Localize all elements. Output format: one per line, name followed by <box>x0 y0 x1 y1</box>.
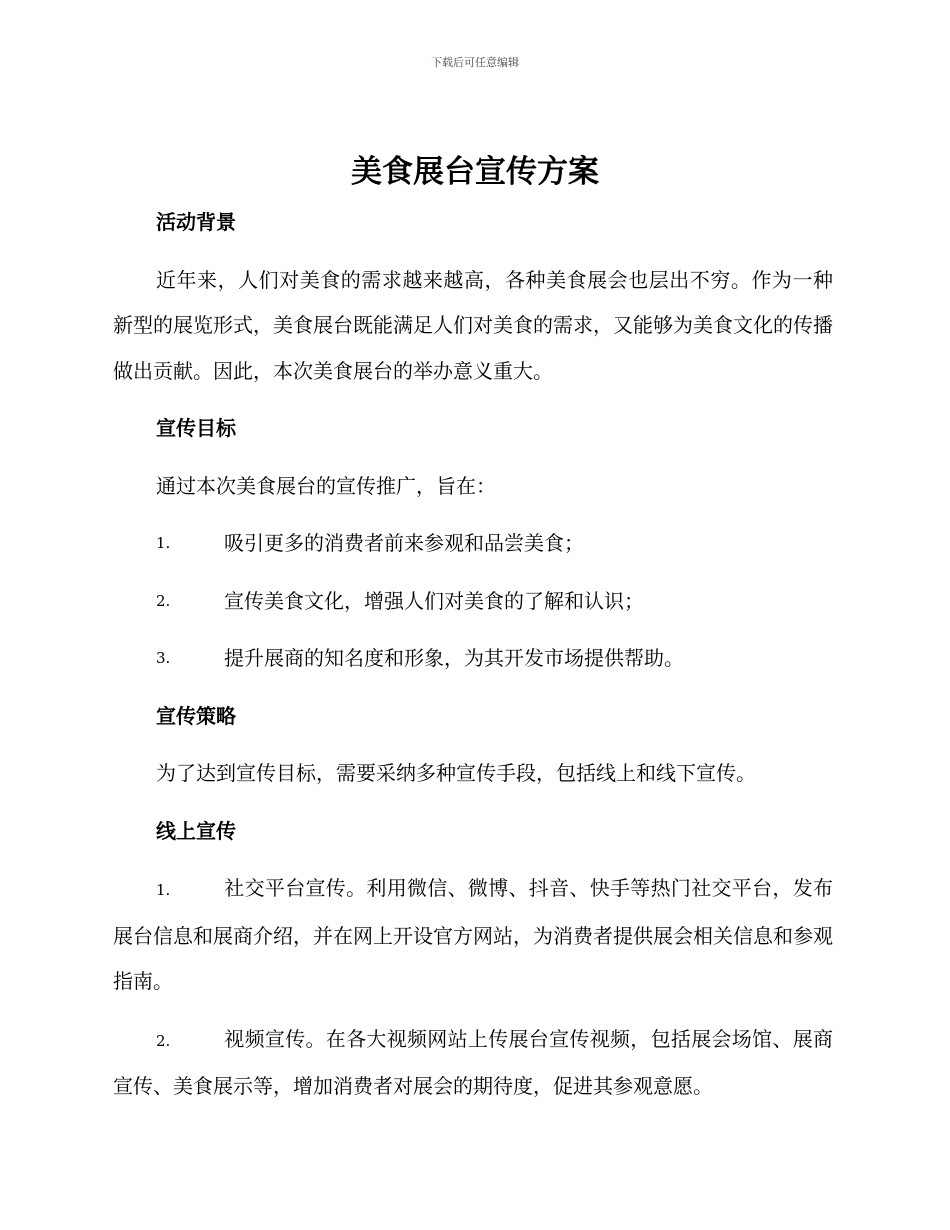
goal-item-text: 吸引更多的消费者前来参观和品尝美食； <box>224 531 584 555</box>
online-item-number: 1. <box>156 881 171 899</box>
document-title: 美食展台宣传方案 <box>351 154 599 190</box>
goal-item-number: 1. <box>156 534 171 552</box>
page-header-note: 下载后可任意编辑 <box>431 56 519 69</box>
goal-item-text: 宣传美食文化，增强人们对美食的了解和认识； <box>224 588 644 613</box>
goal-item <box>113 636 833 682</box>
online-item-text: 视频宣传。在各大视频网站上传展台宣传视频，包括展会场馆、展商宣传、美食展示等，增加消费者对展会的期待度，促进其参观意愿。 <box>113 1026 833 1098</box>
goals-intro: 通过本次美食展台的宣传推广，旨在： <box>156 473 496 498</box>
goal-item-number: 3. <box>156 649 171 667</box>
goal-item <box>113 579 833 625</box>
goal-item-number: 2. <box>156 591 171 610</box>
section-heading-background: 活动背景 <box>156 210 236 234</box>
document-body <box>113 200 833 1122</box>
online-item <box>113 866 833 1005</box>
strategy-paragraph: 为了达到宣传目标，需要采纳多种宣传手段，包括线上和线下宣传。 <box>156 761 756 785</box>
goal-item-text: 提升展商的知名度和形象，为其开发市场提供帮助。 <box>224 646 684 670</box>
online-item-number: 2. <box>156 1031 171 1050</box>
background-paragraph: 近年来，人们对美食的需求越来越高，各种美食展会也层出不穷。作为一种新型的展览形式，美食展台既能满足人们对美食的需求，又能够为美食文化的传播做出贡献。因此，本次美食展台的举办意义重大。 <box>113 267 833 383</box>
section-heading-strategy: 宣传策略 <box>156 703 236 728</box>
section-heading-online: 线上宣传 <box>156 818 236 843</box>
section-heading-goals: 宣传目标 <box>156 416 236 440</box>
online-item-text: 社交平台宣传。利用微信、微博、抖音、快手等热门社交平台，发布展台信息和展商介绍，并在网上开设官方网站，为消费者提供展会相关信息和参观指南。 <box>113 876 833 993</box>
online-item <box>113 1017 833 1110</box>
goal-item <box>113 521 833 567</box>
